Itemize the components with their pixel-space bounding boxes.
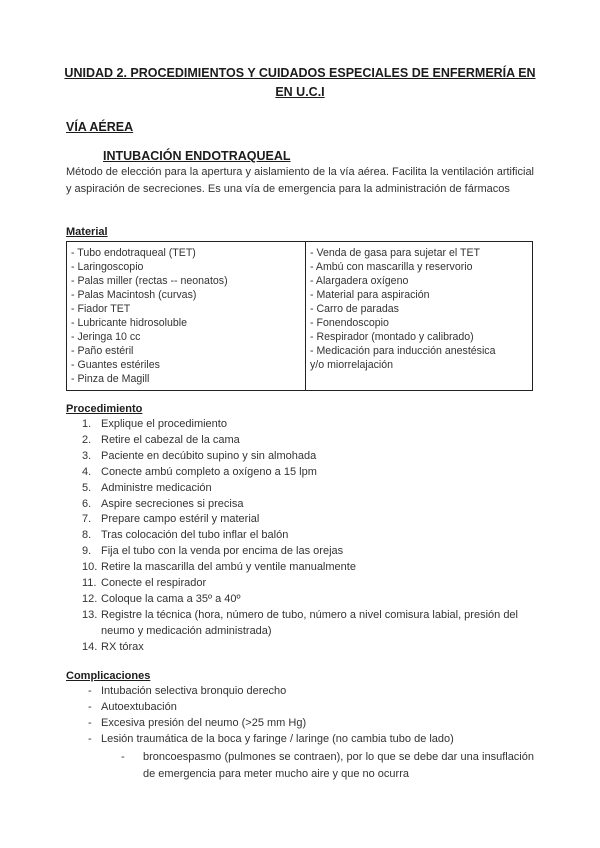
step-number: 5. [82, 481, 92, 494]
material-column-right [306, 242, 532, 390]
procedure-step [66, 417, 536, 433]
procedure-step [66, 640, 536, 656]
step-text: Conecte ambú completo a oxígeno a 15 lpm [101, 465, 317, 478]
procedure-step [66, 544, 536, 560]
procedure-step [66, 497, 536, 513]
material-item: - Lubricante hidrosoluble [71, 317, 188, 329]
procedure-step [66, 465, 536, 481]
step-number: 6. [82, 497, 92, 510]
material-item: - Guantes estériles [71, 359, 160, 371]
material-item: - Laringoscopio [71, 261, 144, 273]
bullet-dash: - [88, 732, 92, 745]
procedure-step [66, 608, 536, 640]
material-table [66, 241, 533, 391]
procedure-step [66, 528, 536, 544]
step-text: Explique el procedimiento [101, 418, 227, 430]
step-number: 12. [82, 592, 98, 605]
step-text: Fija el tubo con la venda por encima de las orejas [101, 545, 344, 558]
document-title: UNIDAD 2. PROCEDIMIENTOS Y CUIDADOS ESPECIALES DE ENFERMERÍA EN EN U.C.I [64, 66, 536, 99]
step-text: RX tórax [101, 640, 144, 653]
step-number: 3. [82, 449, 92, 462]
complication-text: Autoextubación [101, 700, 177, 713]
step-number: 7. [82, 513, 92, 526]
material-item: - Pinza de Magill [71, 373, 150, 385]
complication-item [66, 700, 536, 716]
complication-item [66, 732, 536, 748]
material-item: - Fiador TET [71, 303, 131, 315]
procedure-list [66, 417, 536, 656]
description-paragraph: Método de elección para la apertura y aislamiento de la vía aérea. Facilita la ventilación artificial y aspiración de secreciones. Es una vía de emergencia para la administración de fármacos [66, 166, 534, 195]
material-item: - Paño estéril [71, 345, 134, 357]
sub-item-dash: - [121, 751, 125, 763]
procedure-step [66, 576, 536, 592]
sub-item-text: broncoespasmo (pulmones se contraen), por lo que se debe dar una insuflación de emergencia para meter mucho aire y que no ocurra [143, 751, 534, 780]
complication-text: Intubación selectiva bronquio derecho [101, 685, 287, 697]
procedure-step [66, 449, 536, 465]
procedimiento-heading: Procedimiento [66, 403, 143, 415]
complication-text: Excesiva presión del neumo (>25 mm Hg) [101, 716, 307, 729]
material-item: - Palas Macintosh (curvas) [71, 289, 197, 301]
material-item: y/o miorrelajación [310, 359, 394, 371]
material-item: - Material para aspiración [310, 289, 430, 301]
complication-item [66, 716, 536, 732]
procedure-step [66, 592, 536, 608]
step-number: 10. [82, 561, 98, 574]
step-number: 13. [82, 608, 98, 621]
material-item: - Carro de paradas [310, 303, 399, 315]
step-number: 11. [82, 577, 97, 590]
section-heading: VÍA AÉREA [66, 120, 134, 134]
material-item: - Alargadera oxígeno [310, 275, 409, 287]
procedure-step [66, 433, 536, 449]
step-text: Administre medicación [101, 481, 212, 494]
material-item: - Palas miller (rectas -- neonatos) [71, 275, 228, 287]
step-text: Prepare campo estéril y material [101, 513, 260, 526]
step-text: Conecte el respirador [101, 577, 207, 590]
material-item: - Respirador (montado y calibrado) [310, 331, 474, 343]
step-text: Paciente en decúbito supino y sin almohada [101, 449, 317, 462]
material-heading: Material [66, 226, 108, 238]
complication-item [66, 684, 536, 700]
bullet-dash: - [88, 685, 92, 697]
material-column-left [67, 242, 306, 390]
material-item: - Ambú con mascarilla y reservorio [310, 261, 473, 273]
step-number: 1. [82, 418, 92, 430]
subsection-heading: INTUBACIÓN ENDOTRAQUEAL [103, 149, 291, 163]
step-text: Retire la mascarilla del ambú y ventile manualmente [101, 561, 356, 574]
procedure-step [66, 481, 536, 497]
complications-list [66, 684, 536, 748]
complicaciones-heading: Complicaciones [66, 670, 151, 682]
step-text: Coloque la cama a 35º a 40º [101, 592, 241, 605]
step-number: 14. [82, 640, 98, 653]
step-text: Tras colocación del tubo inflar el balón [101, 529, 289, 542]
step-number: 9. [82, 545, 92, 558]
material-item: - Jeringa 10 cc [71, 331, 141, 343]
procedure-step [66, 512, 536, 528]
bullet-dash: - [88, 700, 92, 713]
procedure-step [66, 560, 536, 576]
step-text: Retire el cabezal de la cama [101, 433, 240, 446]
step-text: Registre la técnica (hora, número de tubo, número a nivel comisura labial, presión del neumo y medicación administrada) [101, 608, 518, 637]
material-item: - Fonendoscopio [310, 317, 389, 329]
material-item: - Tubo endotraqueal (TET) [71, 247, 196, 259]
complication-text: Lesión traumática de la boca y faringe / laringe (no cambia tubo de lado) [101, 732, 454, 745]
bullet-dash: - [88, 716, 92, 729]
material-item: - Medicación para inducción anestésica [310, 345, 496, 357]
step-number: 8. [82, 529, 92, 542]
complication-sub-item [101, 749, 534, 783]
step-text: Aspire secreciones si precisa [101, 497, 244, 510]
step-number: 4. [82, 465, 92, 478]
step-number: 2. [82, 433, 92, 446]
material-item: - Venda de gasa para sujetar el TET [310, 247, 480, 259]
